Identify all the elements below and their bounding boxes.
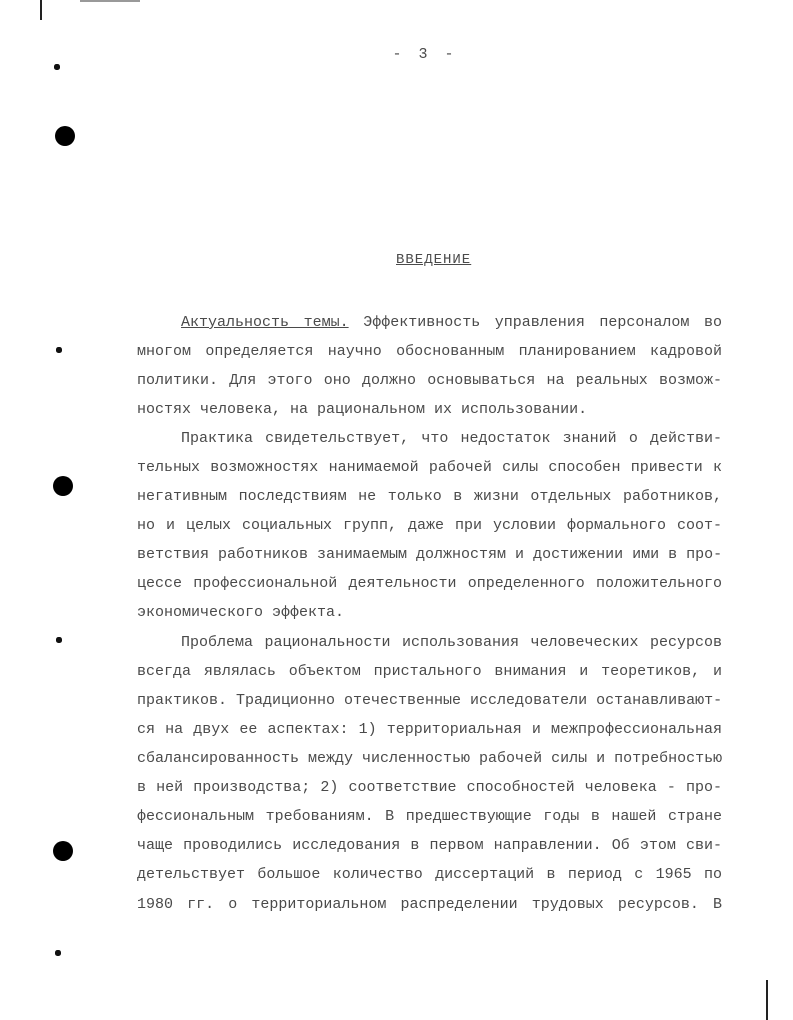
text-line: чаще проводились исследования в первом направлении. Об этом сви- <box>137 837 722 854</box>
text-line: негативным последствиям не только в жизни отдельных работников, <box>137 488 722 505</box>
scan-mark <box>56 637 62 643</box>
punch-hole <box>53 476 73 496</box>
text-line: в ней производства; 2) соответствие способностей человека - про- <box>137 779 722 796</box>
text-line: тельных возможностях нанимаемой рабочей силы способен привести к <box>137 459 722 476</box>
topic-relevance-label: Актуальность темы. <box>181 314 349 331</box>
text-line: всегда являлась объектом пристального внимания и теоретиков, и <box>137 663 722 680</box>
punch-hole <box>53 841 73 861</box>
top-edge-line <box>80 0 140 2</box>
text-line: детельствует большое количество диссертаций в период с 1965 по <box>137 866 722 883</box>
text-line: цессе профессиональной деятельности определенного положительного <box>137 575 722 592</box>
text-line: фессиональным требованиям. В предшествующие годы в нашей стране <box>137 808 722 825</box>
text-line: сбалансированность между численностью рабочей силы и потребностью <box>137 750 723 767</box>
section-heading: ВВЕДЕНИЕ <box>396 252 472 268</box>
scan-mark <box>54 64 60 70</box>
text-line: практиков. Традиционно отечественные исследователи останавливают- <box>137 692 723 709</box>
text-line: многом определяется научно обоснованным планированием кадровой <box>137 343 722 360</box>
text-line: ностях человека, на рациональном их использовании. <box>137 401 588 418</box>
right-edge-line <box>766 980 768 1020</box>
text-line: Проблема рациональности использования человеческих ресурсов <box>181 634 722 651</box>
text-line: ветствия работников занимаемым должностям и достижении ими в про- <box>137 546 723 563</box>
text-line <box>181 313 722 333</box>
text-span: Эффективность управления персоналом во <box>363 314 722 331</box>
text-line: экономического эффекта. <box>137 604 345 621</box>
text-line: 1980 гг. о территориальном распределении трудовых ресурсов. В <box>137 896 722 913</box>
text-line: но и целых социальных групп, даже при условии формального соот- <box>137 517 722 534</box>
scan-mark <box>56 347 62 353</box>
text-line: Практика свидетельствует, что недостаток знаний о действи- <box>181 430 722 447</box>
page-number: - 3 - <box>392 46 458 63</box>
text-line: ся на двух ее аспектах: 1) территориальная и межпрофессиональная <box>137 721 722 738</box>
text-line: политики. Для этого оно должно основываться на реальных возмож- <box>137 372 722 389</box>
left-edge-line <box>40 0 42 20</box>
punch-hole <box>55 126 75 146</box>
scan-mark <box>55 950 61 956</box>
